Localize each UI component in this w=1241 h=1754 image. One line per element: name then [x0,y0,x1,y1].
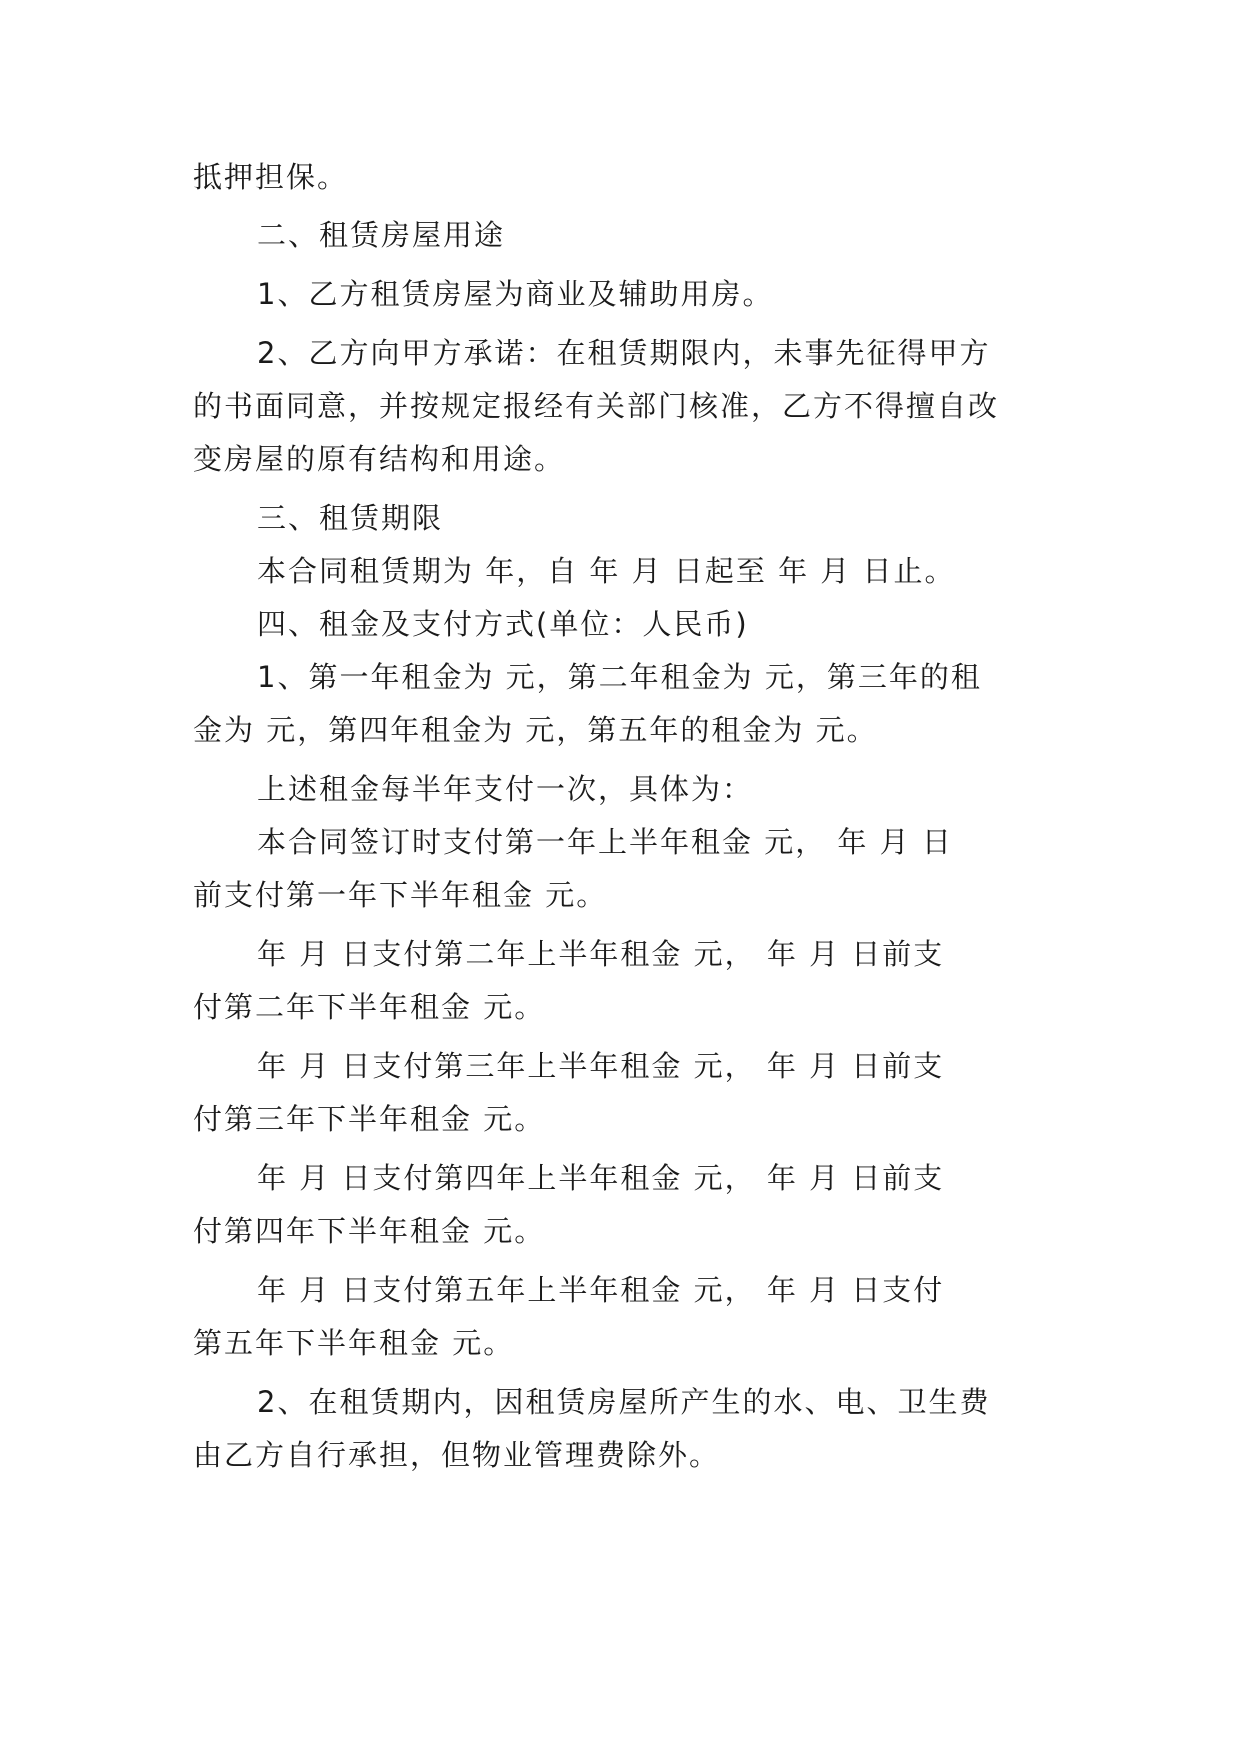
text-line: 第五年下半年租金 元。 [193,1326,515,1360]
text-line: 年 月 日支付第四年上半年租金 元， 年 月 日前支 [257,1161,945,1195]
text-line: 付第三年下半年租金 元。 [193,1102,546,1136]
text-line: 2、乙方向甲方承诺：在租赁期限内，未事先征得甲方 [257,336,991,370]
text-line: 上述租金每半年支付一次，具体为： [257,772,754,806]
text-line: 2、在租赁期内，因租赁房屋所产生的水、电、卫生费 [257,1385,991,1419]
text-line: 1、第一年租金为 元，第二年租金为 元，第三年的租 [257,660,982,694]
section-heading-usage: 二、租赁房屋用途 [257,218,506,252]
text-line: 的书面同意，并按规定报经有关部门核准，乙方不得擅自改 [193,389,1000,423]
text-line: 金为 元，第四年租金为 元，第五年的租金为 元。 [193,713,878,747]
text-line: 本合同签订时支付第一年上半年租金 元， 年 月 日 [257,825,953,859]
text-line: 年 月 日支付第二年上半年租金 元， 年 月 日前支 [257,937,945,971]
text-line: 变房屋的原有结构和用途。 [193,442,566,476]
section-heading-rent: 四、租金及支付方式(单位：人民币) [257,607,749,641]
text-line: 付第四年下半年租金 元。 [193,1214,546,1248]
text-line: 本合同租赁期为 年，自 年 月 日起至 年 月 日止。 [257,554,956,588]
text-line: 年 月 日支付第五年上半年租金 元， 年 月 日支付 [257,1273,945,1307]
text-line: 抵押担保。 [193,160,349,194]
text-line: 由乙方自行承担，但物业管理费除外。 [193,1438,721,1472]
text-line: 前支付第一年下半年租金 元。 [193,878,608,912]
text-line: 付第二年下半年租金 元。 [193,990,546,1024]
text-line: 年 月 日支付第三年上半年租金 元， 年 月 日前支 [257,1049,945,1083]
section-heading-term: 三、租赁期限 [257,501,444,535]
text-line: 1、乙方租赁房屋为商业及辅助用房。 [257,277,774,311]
